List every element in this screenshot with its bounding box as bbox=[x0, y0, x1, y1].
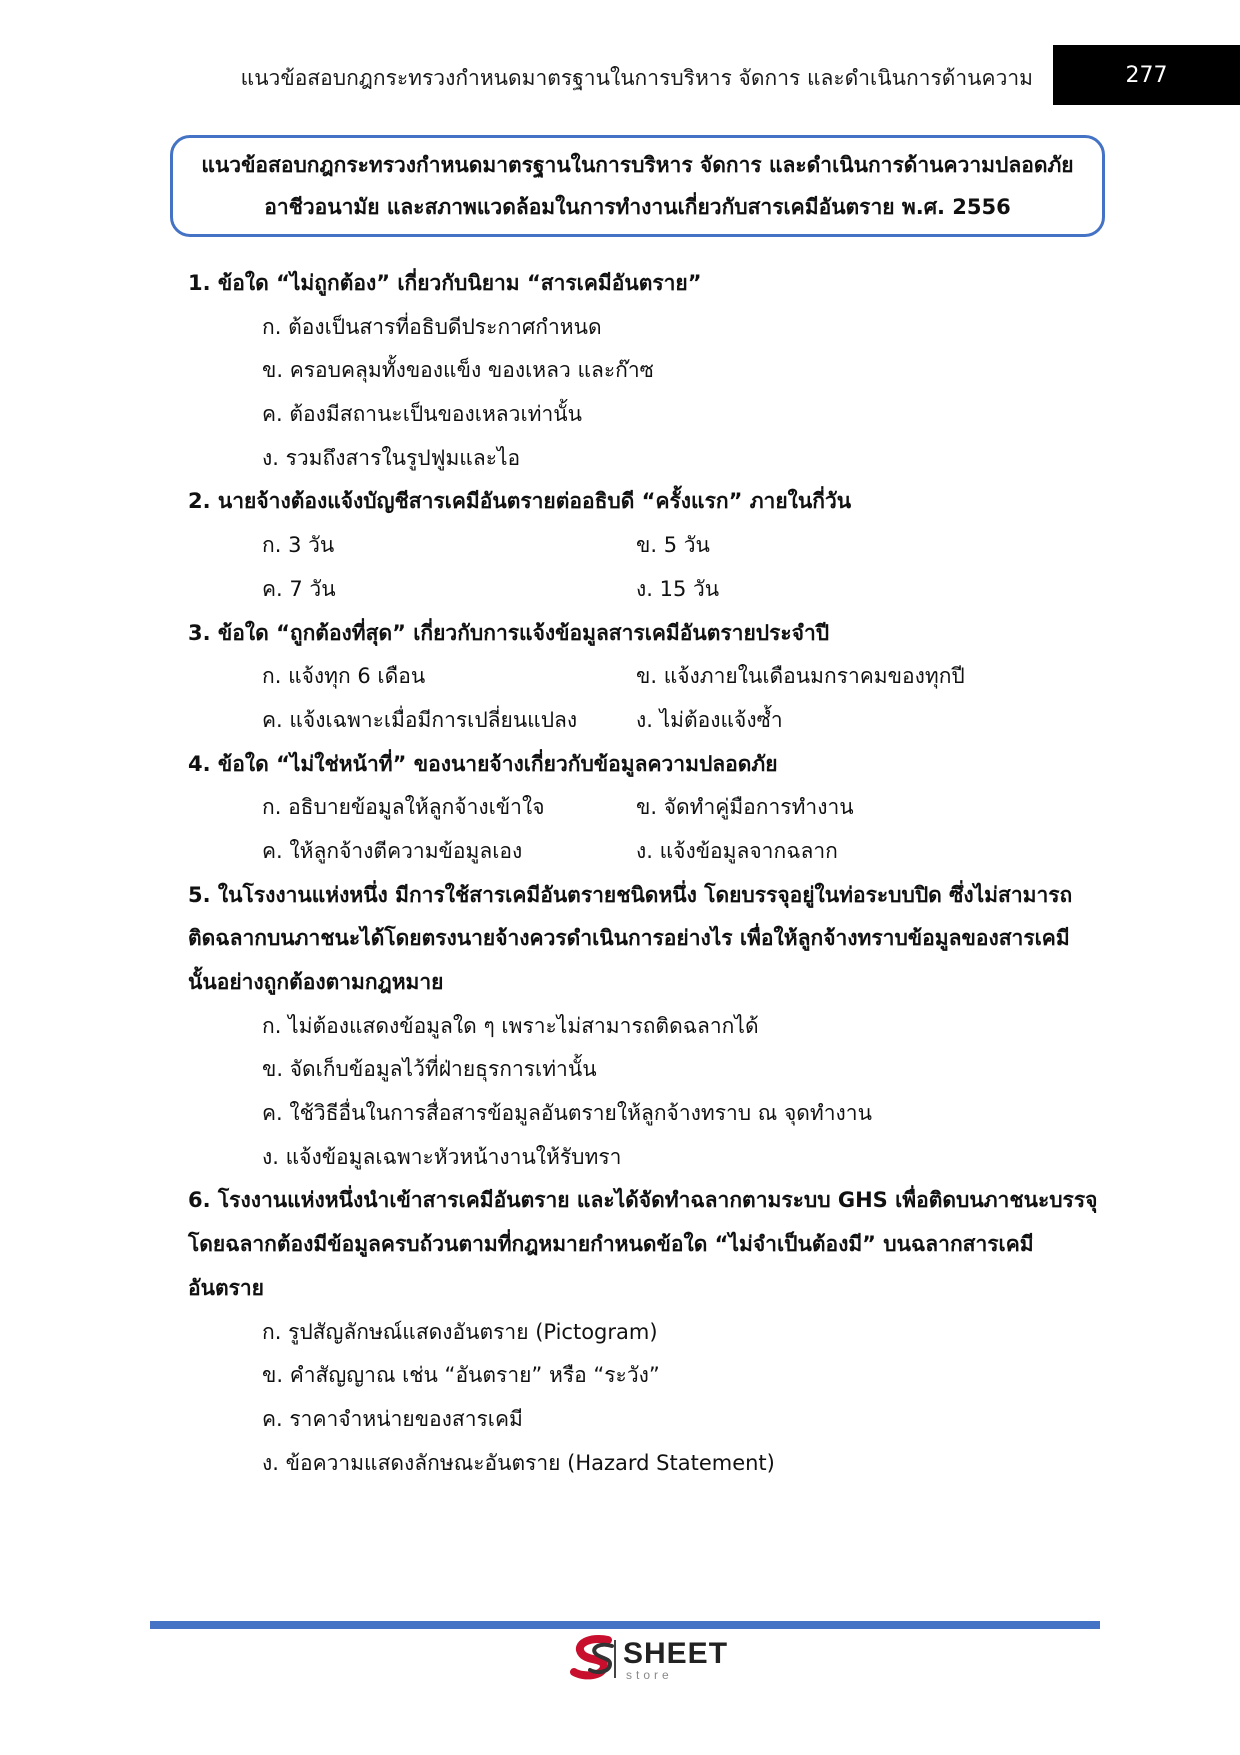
q4-option-c: ค. ให้ลูกจ้างตีความข้อมูลเอง bbox=[262, 838, 523, 863]
q2-options-row-2 bbox=[188, 568, 1088, 612]
q4-options-row-2 bbox=[188, 830, 1088, 874]
question-6-line-3: อันตราย bbox=[188, 1275, 264, 1300]
question-6-line-1: 6. โรงงานแห่งหนึ่งนำเข้าสารเคมีอันตราย และได้จัดทำฉลากตามระบบ GHS เพื่อติดบนภาชนะบรรจุ bbox=[188, 1188, 1098, 1213]
q2-option-b: ข. 5 วัน bbox=[636, 533, 710, 558]
logo-divider bbox=[614, 1640, 616, 1678]
title-line-1: แนวข้อสอบกฎกระทรวงกำหนดมาตรฐานในการบริหาร จัดการ และดำเนินการด้านความปลอดภัย bbox=[201, 153, 1074, 177]
q5-option-d: ง. แจ้งข้อมูลเฉพาะหัวหน้างานให้รับทรา bbox=[262, 1144, 622, 1169]
q6-option-c: ค. ราคาจำหน่ายของสารเคมี bbox=[262, 1406, 523, 1431]
page-number-text: 277 bbox=[1125, 62, 1168, 88]
running-header: แนวข้อสอบกฎกระทรวงกำหนดมาตรฐานในการบริหาร จัดการ และดำเนินการด้านความ bbox=[240, 66, 1033, 90]
q1-option-b: ข. ครอบคลุมทั้งของแข็ง ของเหลว และก๊าซ bbox=[262, 358, 654, 383]
q4-option-b: ข. จัดทำคู่มือการทำงาน bbox=[636, 795, 854, 820]
logo-text: SHEET bbox=[623, 1637, 729, 1670]
q4-option-d: ง. แจ้งข้อมูลจากฉลาก bbox=[636, 838, 838, 863]
question-3: 3. ข้อใด “ถูกต้องที่สุด” เกี่ยวกับการแจ้งข้อมูลสารเคมีอันตรายประจำปี bbox=[188, 620, 830, 645]
question-5-line-1: 5. ในโรงงานแห่งหนึ่ง มีการใช้สารเคมีอันตรายชนิดหนึ่ง โดยบรรจุอยู่ในท่อระบบปิด ซึ่งไม่สามารถ bbox=[188, 882, 1073, 907]
question-5-line-3: นั้นอย่างถูกต้องตามกฎหมาย bbox=[188, 970, 444, 994]
q2-option-a: ก. 3 วัน bbox=[262, 533, 335, 558]
q4-option-a: ก. อธิบายข้อมูลให้ลูกจ้างเข้าใจ bbox=[262, 795, 545, 820]
q3-option-b: ข. แจ้งภายในเดือนมกราคมของทุกปี bbox=[636, 664, 965, 689]
q3-option-d: ง. ไม่ต้องแจ้งซ้ำ bbox=[636, 707, 783, 732]
page-number bbox=[1053, 45, 1240, 105]
q5-option-a: ก. ไม่ต้องแสดงข้อมูลใด ๆ เพราะไม่สามารถติดฉลากได้ bbox=[262, 1013, 759, 1038]
q1-option-d: ง. รวมถึงสารในรูปฟูมและไอ bbox=[262, 445, 521, 470]
logo-subtext: store bbox=[626, 1668, 673, 1682]
q1-option-c: ค. ต้องมีสถานะเป็นของเหลวเท่านั้น bbox=[262, 402, 582, 427]
question-4: 4. ข้อใด “ไม่ใช่หน้าที่” ของนายจ้างเกี่ยวกับข้อมูลความปลอดภัย bbox=[188, 751, 778, 776]
title-box bbox=[170, 135, 1105, 237]
q3-option-a: ก. แจ้งทุก 6 เดือน bbox=[262, 664, 426, 689]
q3-option-c: ค. แจ้งเฉพาะเมื่อมีการเปลี่ยนแปลง bbox=[262, 707, 578, 732]
title-line-2: อาชีวอนามัย และสภาพแวดล้อมในการทำงานเกี่ยวกับสารเคมีอันตราย พ.ศ. 2556 bbox=[264, 195, 1011, 219]
question-2: 2. นายจ้างต้องแจ้งบัญชีสารเคมีอันตรายต่ออธิบดี “ครั้งแรก” ภายในกี่วัน bbox=[188, 489, 852, 514]
question-list bbox=[188, 262, 1098, 1485]
q2-option-c: ค. 7 วัน bbox=[262, 576, 336, 601]
q2-option-d: ง. 15 วัน bbox=[636, 576, 720, 601]
q1-option-a: ก. ต้องเป็นสารที่อธิบดีประกาศกำหนด bbox=[262, 314, 602, 339]
q5-option-b: ข. จัดเก็บข้อมูลไว้ที่ฝ่ายธุรการเท่านั้น bbox=[262, 1057, 597, 1082]
question-5-line-2: ติดฉลากบนภาชนะได้โดยตรงนายจ้างควรดำเนินการอย่างไร เพื่อให้ลูกจ้างทราบข้อมูลของสารเคมี bbox=[188, 926, 1070, 951]
question-1: 1. ข้อใด “ไม่ถูกต้อง” เกี่ยวกับนิยาม “สารเคมีอันตราย” bbox=[188, 271, 702, 295]
footer-rule bbox=[150, 1621, 1100, 1629]
q6-option-a: ก. รูปสัญลักษณ์แสดงอันตราย (Pictogram) bbox=[262, 1319, 658, 1344]
q3-options-row-2 bbox=[188, 699, 1088, 743]
q2-options-row-1 bbox=[188, 524, 1088, 568]
q6-option-b: ข. คำสัญญาณ เช่น “อันตราย” หรือ “ระวัง” bbox=[262, 1363, 660, 1388]
q6-option-d: ง. ข้อความแสดงลักษณะอันตราย (Hazard Statement) bbox=[262, 1450, 775, 1475]
question-6-line-2: โดยฉลากต้องมีข้อมูลครบถ้วนตามที่กฎหมายกำหนดข้อใด “ไม่จำเป็นต้องมี” บนฉลากสารเคมี bbox=[188, 1232, 1034, 1257]
q3-options-row-1 bbox=[188, 655, 1088, 699]
q4-options-row-1 bbox=[188, 786, 1088, 830]
q5-option-c: ค. ใช้วิธีอื่นในการสื่อสารข้อมูลอันตรายให้ลูกจ้างทราบ ณ จุดทำงาน bbox=[262, 1101, 872, 1126]
